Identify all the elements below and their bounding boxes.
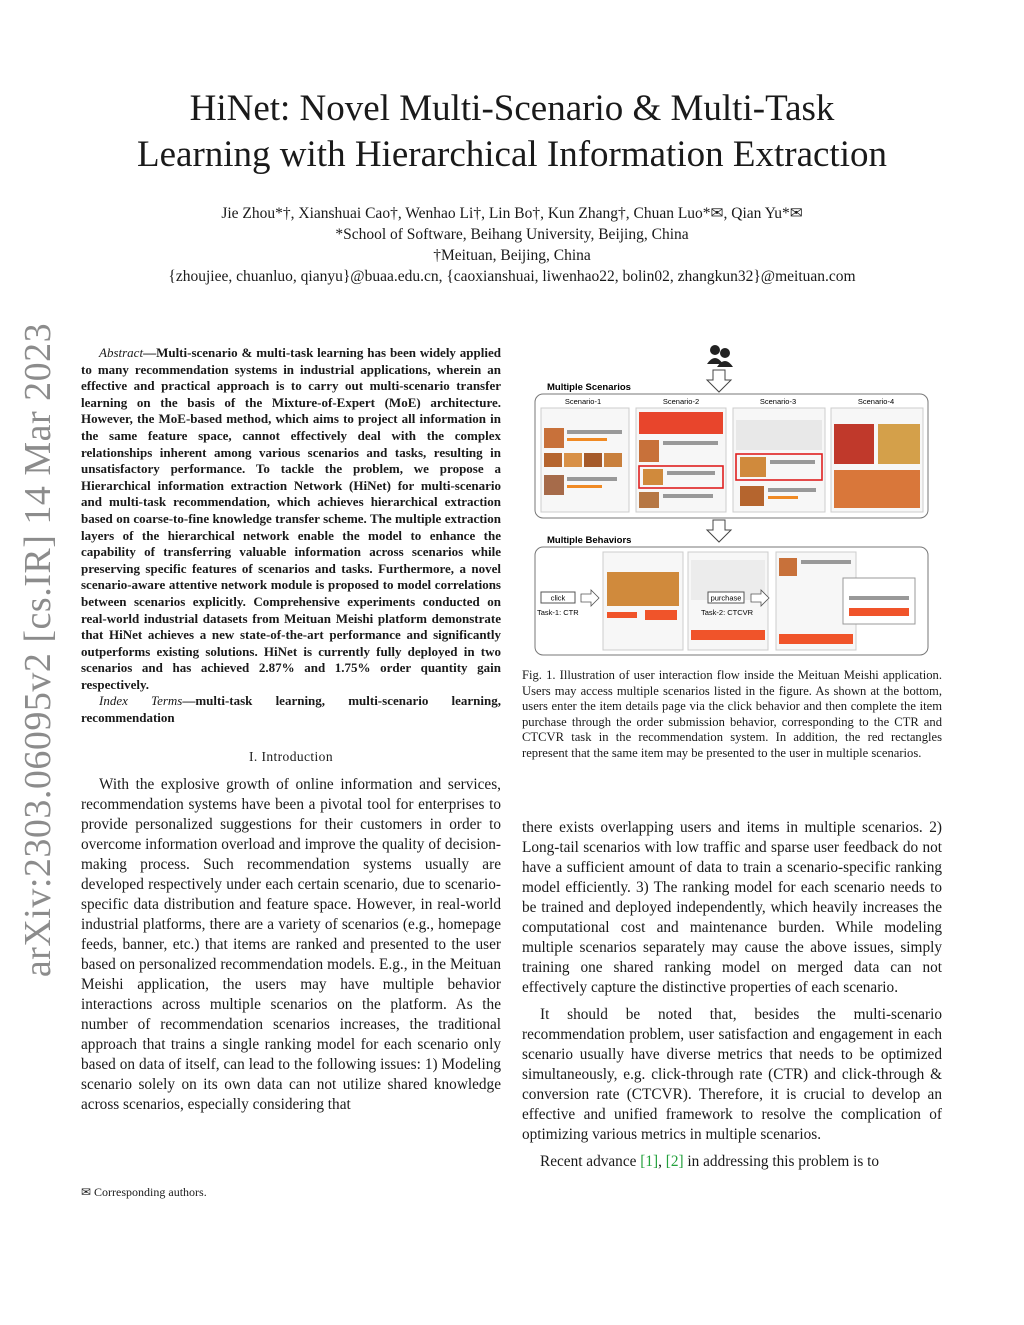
email-list: {zhoujiee, chuanluo, qianyu}@buaa.edu.cn, {caoxianshuai, liwenhao22, bolin02, zhangkun32}@meituan.com [168,268,856,285]
figure-illustration [533,340,930,660]
task-1-label: Task-1: CTR [537,608,579,617]
paper-title [60,86,964,178]
scenario-2-label: Scenario-2 [662,397,700,406]
abstract [81,345,501,693]
index-terms-text: —multi-task learning, multi-scenario learning, recommendation [81,693,501,726]
right-column [522,818,942,1172]
figure-caption: Fig. 1. Illustration of user interaction flow inside the Meituan Meishi application. Users may access multiple scenarios listed in the figure. As shown at the bottom, users enter the item details page via the click behavior and then complete the item purchase through the order submission behavior, corresponding to the CTR and CTCVR task in the recommendation system. In addition, the red rectangles represent that the same item may be presented to the user in multiple scenarios. [522,668,942,760]
figure-1 [533,340,930,660]
purchase-dialog [843,578,915,624]
purchase-label: purchase [710,593,742,603]
scenario-3-label: Scenario-3 [759,397,797,406]
index-terms-label: Index Terms [99,693,183,709]
abstract-label: Abstract [99,345,144,360]
citation-separator: , [658,1153,666,1170]
footnote: ✉ Corresponding authors. [81,1185,207,1199]
multiple-behaviors-label: Multiple Behaviors [547,535,632,546]
task-2-label: Task-2: CTCVR [701,608,754,617]
author-block [60,203,964,287]
abstract-text: —Multi-scenario & multi-task learning has been widely applied to many recommendation systems in industrial applications, wherein an effective and practical approach is to carry out multi-scenario transfer learning on the basis of the Mixture-of-Expert (MoE) architecture. However, the MoE-based method, which aims to project all information in the same feature space, cannot effectively deal with the complex relationships inherent among various scenarios and tasks, resulting in unsatisfactory performance. To tackle the problem, we propose a Hierarchical information extraction Network (HiNet) for multi-scenario and multi-task recommendation, which achieves hierarchical extraction based on coarse-to-fine knowledge transfer scheme. The multiple extraction layers of the hierarchical network enable the model to enhance the capability of transferring valuable information across scenarios while preserving specific features of scenarios and tasks. Furthermore, a novel scenario-aware attentive network module is proposed to model correlations between scenarios explicitly. Comprehensive experiments conducted on real-world industrial datasets from Meituan Meishi platform demonstrate that HiNet achieves a new state-of-the-art performance and significantly outperforms existing solutions. HiNet is currently fully deployed in two scenarios and has achieved 2.87% and 1.75% order quantity gain respectively. [81,345,501,692]
users-icon [707,345,733,367]
arxiv-sidebar [8,322,68,978]
arxiv-identifier: arXiv:2303.06095v2 [cs.IR] 14 Mar 2023 [17,322,59,978]
scenario-4-label: Scenario-4 [857,397,895,406]
affiliation-1: *School of Software, Beihang University, Beijing, China [335,226,689,243]
right-paragraph-2: It should be noted that, besides the multi-scenario recommendation problem, user satisfaction and engagement in each scenario usually have diverse metrics that needs to be optimized simultaneously, e.g. click-through rate (CTR) and click-through & conversion rate (CTCVR). Therefore, it is crucial to develop an effective and unified framework to resolve the complication of optimizing various metrics in multiple scenarios. [522,1006,942,1143]
click-label: click [550,593,566,603]
author-list: Jie Zhou*†, Xianshuai Cao†, Wenhao Li†, Lin Bo†, Kun Zhang†, Chuan Luo*✉, Qian Yu*✉ [221,205,803,222]
right-paragraph-3-start: Recent advance [540,1153,641,1170]
down-arrow-icon [707,370,731,392]
citation-link-2[interactable]: [2] [665,1153,684,1170]
scenario-panel-3 [733,397,825,512]
multiple-scenarios-label: Multiple Scenarios [547,382,631,393]
left-column [81,345,501,1115]
right-paragraph-3 [522,1152,942,1172]
right-paragraph-3-end: in addressing this problem is to [683,1153,880,1170]
scenario-panel-4 [831,397,923,512]
title-line-1: HiNet: Novel Multi-Scenario & Multi-Task [189,88,835,129]
scenario-panel-1 [541,397,629,512]
section-heading-introduction: I. Introduction [249,748,333,764]
title-line-2: Learning with Hierarchical Information Extraction [137,134,887,175]
index-terms [81,693,501,726]
scenario-1-label: Scenario-1 [564,397,602,406]
right-paragraph-1: there exists overlapping users and items in multiple scenarios. 2) Long-tail scenarios with low traffic and sparse user feedback do not have a sufficient amount of data to train a scenario-specific ranking model efficiently. 3) The ranking model for each scenario needs to be trained and deployed independently, which heavily increases the computational cost and maintenance burden. While modeling multiple scenarios separately may cause the above issues, simply training one shared ranking model on merged data can not effectively capture the distinctive properties of each scenario. [522,819,942,996]
citation-link-1[interactable]: [1] [640,1153,659,1170]
down-arrow-icon-2 [707,520,731,542]
scenario-panel-2 [636,397,726,512]
affiliation-2: †Meituan, Beijing, China [433,247,591,264]
intro-paragraph-1: With the explosive growth of online information and services, recommendation systems have been a pivotal tool for enterprises to provide personalized suggestions for their customers in order to overcome information overload and improve the quality of decision-making process. Such recommendation systems usually are developed respectively under each certain scenario, due to scenario-specific data distribution and feature space. However, in real-world industrial platforms, there are a variety of scenarios (e.g., homepage feeds, banner, etc.) that items are ranked and presented to the user based on personalized recommendation models. E.g., in the Meituan Meishi application, the users may have multiple behavior interactions across multiple scenarios on the platform. As the number of recommendation scenarios increases, the traditional approach that trains a single ranking model for each scenario only based on data of itself, can lead to the following issues: 1) Modeling scenario solely on its own data can not utilize shared knowledge across scenarios, especially considering that [81,775,501,1113]
